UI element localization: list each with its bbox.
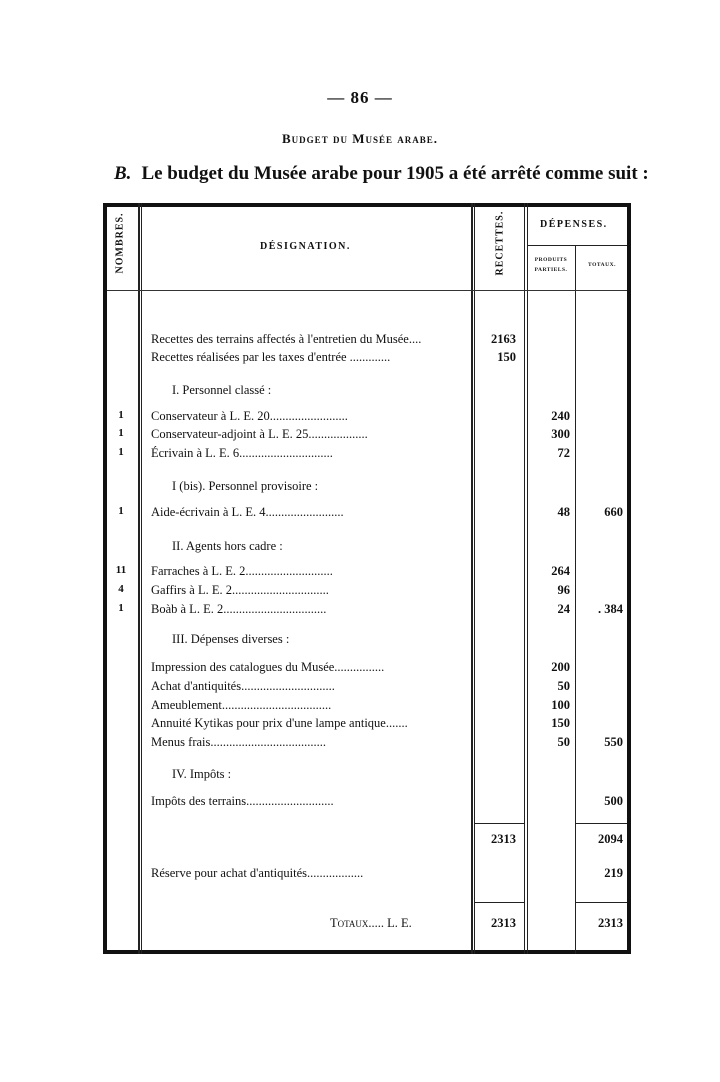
row-partiels: 50 [557,679,570,693]
header-depenses: DÉPENSES. [540,219,608,230]
table-row [0,660,720,680]
intro-letter: B. [114,163,132,184]
row-partiels: 24 [557,602,570,616]
subtotal-rule [575,823,627,824]
row-partiels: 50 [557,735,570,749]
subtotal-totaux: 2094 [598,832,623,846]
row-recettes: 2163 [491,332,516,346]
row-count: 1 [118,427,124,439]
table-row [0,735,720,755]
row-heading: I. Personnel classé : [172,383,272,397]
table-row [0,446,720,466]
table-row [0,767,720,787]
table-row [0,332,720,352]
header-designation: DÉSIGNATION. [260,241,351,252]
depenses-rule [527,245,627,246]
row-totaux: 660 [604,505,623,519]
row-count: 11 [115,564,127,576]
row-count: 4 [118,583,124,595]
row-label: Annuité Kytikas pour prix d'une lampe antique....... [151,716,408,730]
row-label: Impression des catalogues du Musée................ [151,660,385,674]
section-title: Budget du Musée arabe. [282,131,438,146]
row-partiels: 300 [551,427,570,441]
subtotal-rule [474,823,524,824]
table-row [0,679,720,699]
subtotal-recettes: 2313 [491,832,516,846]
row-label: Recettes des terrains affectés à l'entretien du Musée.... [151,332,422,346]
row-label: Farraches à L. E. 2............................ [151,564,333,578]
row-label: Menus frais..................................... [151,735,326,749]
table-row [0,409,720,429]
row-count: 1 [118,409,124,421]
row-label: Achat d'antiquités.............................. [151,679,335,693]
row-partiels: 96 [557,583,570,597]
row-heading: I (bis). Personnel provisoire : [172,479,319,493]
row-heading: II. Agents hors cadre : [172,539,283,553]
totals-recettes: 2313 [491,916,516,930]
totals-label: Totaux..... L. E. [330,916,412,930]
table-row [0,479,720,499]
row-label: Gaffirs à L. E. 2............................... [151,583,329,597]
table-row [0,583,720,603]
table-row [0,350,720,370]
row-partiels: 72 [557,446,570,460]
row-label: Recettes réalisées par les taxes d'entrée ............. [151,350,391,364]
table-row [0,716,720,736]
row-recettes: 150 [497,350,516,364]
row-label: Ameublement................................... [151,698,332,712]
row-label: Aide-écrivain à L. E. 4......................... [151,505,344,519]
row-partiels: 48 [557,505,570,519]
row-totaux: 550 [604,735,623,749]
page-number: — 86 — [327,88,393,107]
header-produits-partiels: PRODUITS PARTIELS. [534,257,568,273]
table-row [0,427,720,447]
table-row [0,602,720,622]
row-label: Écrivain à L. E. 6.............................. [151,446,333,460]
row-heading: IV. Impôts : [172,767,232,781]
row-partiels: 264 [551,564,570,578]
row-partiels: 240 [551,409,570,423]
row-totaux: . 384 [598,602,623,616]
header-nombres: NOMBRES. [114,212,126,274]
header-recettes: RECETTES. [494,210,506,276]
row-count: 1 [118,505,124,517]
row-partiels: 200 [551,660,570,674]
row-heading: III. Dépenses diverses : [172,632,290,646]
row-label: Boàb à L. E. 2................................. [151,602,327,616]
row-totaux: 219 [604,866,623,880]
table-row [0,505,720,525]
intro-sentence [114,163,649,185]
row-partiels: 100 [551,698,570,712]
table-row [0,632,720,652]
row-label: Conservateur à L. E. 20......................... [151,409,348,423]
total-rule [474,902,524,903]
table-row [0,794,720,814]
table-row [0,539,720,559]
subtotal-row [0,832,720,852]
table-row [0,564,720,584]
row-partiels: 150 [551,716,570,730]
row-count: 1 [118,602,124,614]
table-row [0,698,720,718]
row-count: 1 [118,446,124,458]
header-totaux: TOTAUX. [588,262,616,268]
intro-text: Le budget du Musée arabe pour 1905 a été arrêté comme suit : [141,163,649,184]
row-label: Impôts des terrains............................ [151,794,334,808]
header-rule [107,290,627,291]
total-rule [575,902,627,903]
totals-totaux: 2313 [598,916,623,930]
row-totaux: 500 [604,794,623,808]
row-label: Conservateur-adjoint à L. E. 25................... [151,427,368,441]
table-row [0,383,720,403]
row-label: Réserve pour achat d'antiquités.................. [151,866,364,880]
totals-row [0,916,720,936]
table-row [0,866,720,886]
